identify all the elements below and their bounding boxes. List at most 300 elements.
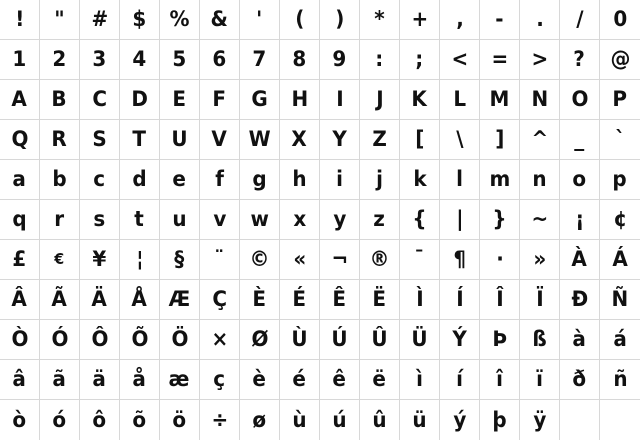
glyph-cell[interactable] (440, 40, 480, 80)
glyph-character: i (336, 167, 343, 191)
glyph-character: ¦ (135, 247, 144, 271)
glyph-cell[interactable] (400, 240, 440, 280)
glyph-character: < (451, 47, 468, 71)
glyph-cell[interactable] (560, 40, 600, 80)
glyph-cell[interactable] (440, 280, 480, 320)
glyph-character: g (252, 167, 267, 191)
glyph-cell[interactable] (200, 80, 240, 120)
glyph-cell[interactable] (160, 400, 200, 440)
glyph-character: É (292, 287, 307, 311)
glyph-cell[interactable] (120, 0, 160, 40)
glyph-character: O (571, 87, 588, 111)
glyph-cell[interactable] (440, 160, 480, 200)
glyph-cell[interactable] (520, 320, 560, 360)
glyph-cell[interactable] (200, 360, 240, 400)
glyph-cell[interactable] (120, 40, 160, 80)
glyph-cell[interactable] (0, 80, 40, 120)
glyph-character: ¨ (214, 247, 225, 271)
glyph-cell[interactable] (40, 160, 80, 200)
glyph-character: å (132, 367, 147, 391)
glyph-character: 1 (12, 47, 27, 71)
glyph-character: = (491, 47, 508, 71)
glyph-character: p (612, 167, 628, 191)
glyph-character: [ (414, 127, 425, 151)
glyph-cell[interactable] (600, 360, 640, 400)
glyph-cell[interactable] (120, 120, 160, 160)
glyph-cell[interactable] (240, 0, 280, 40)
glyph-cell[interactable] (440, 200, 480, 240)
glyph-cell[interactable] (400, 120, 440, 160)
glyph-character: z (373, 207, 386, 231)
glyph-character: Õ (131, 327, 148, 351)
glyph-character: · (495, 247, 504, 271)
glyph-cell[interactable] (40, 200, 80, 240)
glyph-cell[interactable] (0, 360, 40, 400)
glyph-character: ? (573, 47, 586, 71)
glyph-character: & (210, 7, 229, 31)
glyph-cell[interactable] (80, 120, 120, 160)
glyph-character: ñ (612, 367, 628, 391)
glyph-cell[interactable] (440, 120, 480, 160)
glyph-character: Ô (91, 327, 108, 351)
glyph-character: h (292, 167, 307, 191)
glyph-cell[interactable] (80, 320, 120, 360)
glyph-cell[interactable] (320, 400, 360, 440)
glyph-character: Ê (332, 287, 347, 311)
glyph-character: ( (294, 7, 305, 31)
glyph-character: } (492, 207, 507, 231)
glyph-character: R (51, 127, 68, 151)
glyph-character: e (172, 167, 187, 191)
glyph-character: ) (334, 7, 345, 31)
glyph-cell[interactable] (600, 280, 640, 320)
glyph-cell[interactable] (200, 120, 240, 160)
glyph-cell[interactable] (280, 280, 320, 320)
glyph-cell[interactable] (160, 320, 200, 360)
glyph-cell[interactable] (600, 120, 640, 160)
glyph-cell[interactable] (480, 240, 520, 280)
glyph-cell[interactable] (200, 320, 240, 360)
glyph-character: ¡ (574, 207, 585, 231)
glyph-cell[interactable] (80, 80, 120, 120)
glyph-cell[interactable] (0, 0, 40, 40)
glyph-character: o (572, 167, 587, 191)
glyph-cell[interactable] (40, 80, 80, 120)
glyph-cell[interactable] (40, 360, 80, 400)
glyph-cell[interactable] (320, 200, 360, 240)
glyph-character: l (456, 167, 463, 191)
glyph-character: ~ (531, 207, 548, 231)
glyph-character: S (92, 127, 107, 151)
glyph-cell[interactable] (0, 120, 40, 160)
glyph-cell[interactable] (240, 80, 280, 120)
glyph-cell[interactable] (240, 240, 280, 280)
glyph-cell[interactable] (400, 360, 440, 400)
glyph-cell[interactable] (280, 40, 320, 80)
glyph-character: V (211, 127, 228, 151)
glyph-cell[interactable] (360, 80, 400, 120)
glyph-character: õ (132, 407, 147, 432)
glyph-cell[interactable] (0, 400, 40, 440)
glyph-cell[interactable] (80, 400, 120, 440)
glyph-cell[interactable] (120, 200, 160, 240)
glyph-cell[interactable] (240, 400, 280, 440)
glyph-cell[interactable] (360, 40, 400, 80)
glyph-cell[interactable] (520, 400, 560, 440)
glyph-character: f (215, 167, 224, 191)
glyph-cell[interactable] (480, 280, 520, 320)
glyph-character: ! (14, 7, 25, 31)
glyph-character: q (12, 207, 27, 231)
glyph-cell[interactable] (80, 0, 120, 40)
glyph-cell[interactable] (280, 80, 320, 120)
glyph-cell[interactable] (320, 320, 360, 360)
glyph-character: Ï (535, 287, 544, 311)
glyph-character: Ñ (611, 287, 629, 311)
glyph-character: x (293, 207, 306, 231)
glyph-character: í (456, 367, 463, 391)
glyph-cell[interactable] (400, 400, 440, 440)
glyph-character: U (171, 127, 188, 151)
glyph-cell[interactable] (480, 80, 520, 120)
glyph-cell[interactable] (120, 80, 160, 120)
glyph-character: Û (371, 327, 388, 351)
glyph-cell[interactable] (360, 360, 400, 400)
glyph-cell[interactable] (360, 200, 400, 240)
glyph-cell[interactable] (520, 280, 560, 320)
glyph-cell[interactable] (120, 160, 160, 200)
glyph-cell[interactable] (80, 40, 120, 80)
glyph-cell[interactable] (120, 360, 160, 400)
glyph-character: ¶ (453, 247, 466, 271)
glyph-cell[interactable] (360, 120, 400, 160)
glyph-cell[interactable] (600, 0, 640, 40)
glyph-character: á (613, 327, 627, 351)
glyph-character: Ã (51, 287, 68, 311)
glyph-cell[interactable] (360, 280, 400, 320)
glyph-character: 8 (292, 47, 307, 71)
glyph-cell[interactable] (400, 80, 440, 120)
glyph-character: Ó (51, 327, 68, 351)
glyph-character: ù (292, 407, 307, 432)
glyph-character: 2 (52, 47, 67, 71)
glyph-character: C (92, 87, 107, 111)
glyph-character: Ý (452, 327, 467, 351)
glyph-character: Ú (331, 327, 348, 351)
glyph-cell[interactable] (360, 320, 400, 360)
glyph-cell[interactable] (160, 40, 200, 80)
glyph-character: Ö (171, 327, 188, 351)
glyph-cell[interactable] (440, 0, 480, 40)
glyph-cell[interactable] (520, 120, 560, 160)
glyph-character: à (572, 327, 587, 351)
glyph-cell[interactable] (40, 0, 80, 40)
glyph-character: è (252, 367, 267, 391)
glyph-character: â (12, 367, 27, 391)
glyph-cell[interactable] (560, 280, 600, 320)
glyph-cell[interactable] (360, 0, 400, 40)
glyph-cell[interactable] (40, 400, 80, 440)
glyph-cell[interactable] (160, 80, 200, 120)
glyph-cell[interactable] (280, 200, 320, 240)
glyph-cell[interactable] (280, 120, 320, 160)
glyph-cell[interactable] (480, 360, 520, 400)
glyph-character: | (455, 207, 464, 231)
glyph-character: ô (92, 407, 107, 432)
glyph-character: ý (452, 407, 467, 432)
glyph-cell[interactable] (520, 40, 560, 80)
glyph-character: Á (612, 247, 628, 271)
glyph-cell[interactable] (560, 200, 600, 240)
glyph-character: , (455, 7, 464, 31)
glyph-cell[interactable] (600, 400, 640, 440)
glyph-character: E (172, 87, 187, 111)
glyph-cell[interactable] (480, 120, 520, 160)
glyph-character: ä (92, 367, 107, 391)
glyph-cell[interactable] (0, 40, 40, 80)
glyph-cell[interactable] (0, 240, 40, 280)
glyph-cell[interactable] (200, 280, 240, 320)
glyph-character: Í (455, 287, 464, 311)
glyph-character: Ì (415, 287, 424, 311)
glyph-cell[interactable] (80, 240, 120, 280)
glyph-cell[interactable] (120, 400, 160, 440)
glyph-character: v (212, 207, 227, 231)
glyph-character: Æ (168, 287, 191, 311)
glyph-character: ; (415, 47, 424, 71)
glyph-character: s (93, 207, 106, 231)
glyph-cell[interactable] (440, 320, 480, 360)
glyph-character: c (93, 167, 106, 191)
glyph-character: J (375, 87, 384, 111)
glyph-character: T (132, 127, 147, 151)
glyph-cell[interactable] (480, 40, 520, 80)
glyph-cell[interactable] (160, 360, 200, 400)
glyph-character: @ (610, 47, 630, 71)
glyph-cell[interactable] (200, 0, 240, 40)
glyph-cell[interactable] (160, 0, 200, 40)
glyph-cell[interactable] (520, 80, 560, 120)
glyph-cell[interactable] (280, 400, 320, 440)
glyph-cell[interactable] (0, 280, 40, 320)
glyph-cell[interactable] (240, 320, 280, 360)
glyph-character: ¥ (92, 247, 107, 271)
glyph-character: ç (213, 367, 226, 391)
glyph-character: F (212, 87, 227, 111)
glyph-cell[interactable] (520, 360, 560, 400)
glyph-cell[interactable] (280, 320, 320, 360)
glyph-character: # (91, 7, 108, 31)
glyph-character: $ (132, 7, 147, 31)
glyph-cell[interactable] (600, 240, 640, 280)
glyph-cell[interactable] (600, 160, 640, 200)
glyph-character: { (412, 207, 427, 231)
glyph-cell[interactable] (0, 200, 40, 240)
glyph-cell[interactable] (480, 320, 520, 360)
glyph-cell[interactable] (160, 240, 200, 280)
glyph-cell[interactable] (440, 400, 480, 440)
glyph-cell[interactable] (360, 240, 400, 280)
glyph-character: ã (52, 367, 67, 391)
glyph-character: Ë (372, 287, 387, 311)
glyph-character: Þ (492, 327, 507, 351)
glyph-cell[interactable] (520, 0, 560, 40)
glyph-cell[interactable] (400, 0, 440, 40)
glyph-character: M (489, 87, 510, 111)
glyph-character: H (291, 87, 308, 111)
glyph-cell[interactable] (320, 360, 360, 400)
glyph-character: u (172, 207, 187, 231)
glyph-cell[interactable] (520, 160, 560, 200)
glyph-character: > (531, 47, 548, 71)
glyph-character: Ä (91, 287, 108, 311)
glyph-character: + (411, 7, 428, 31)
glyph-character: ï (536, 367, 543, 391)
glyph-character: ¯ (414, 247, 425, 271)
glyph-character: ß (532, 327, 547, 351)
glyph-character: . (535, 7, 544, 31)
glyph-character: r (54, 207, 65, 231)
glyph-cell[interactable] (80, 160, 120, 200)
glyph-cell[interactable] (440, 360, 480, 400)
glyph-cell[interactable] (280, 360, 320, 400)
glyph-cell[interactable] (440, 80, 480, 120)
glyph-cell[interactable] (320, 0, 360, 40)
glyph-cell[interactable] (200, 200, 240, 240)
glyph-cell[interactable] (320, 80, 360, 120)
glyph-character: ^ (531, 127, 548, 151)
glyph-cell[interactable] (280, 240, 320, 280)
glyph-character: w (250, 207, 269, 231)
glyph-character: Ç (212, 287, 227, 311)
glyph-character: \ (455, 127, 464, 151)
glyph-character: ë (372, 367, 387, 391)
glyph-cell[interactable] (560, 240, 600, 280)
glyph-cell[interactable] (40, 280, 80, 320)
glyph-cell[interactable] (600, 200, 640, 240)
glyph-cell[interactable] (120, 240, 160, 280)
glyph-cell[interactable] (560, 360, 600, 400)
glyph-cell[interactable] (160, 160, 200, 200)
glyph-character: È (252, 287, 267, 311)
glyph-cell[interactable] (400, 200, 440, 240)
glyph-cell[interactable] (320, 240, 360, 280)
glyph-cell[interactable] (480, 400, 520, 440)
glyph-character: L (453, 87, 466, 111)
glyph-character: B (51, 87, 68, 111)
glyph-cell[interactable] (240, 360, 280, 400)
glyph-cell[interactable] (560, 80, 600, 120)
glyph-cell[interactable] (280, 0, 320, 40)
glyph-cell[interactable] (480, 200, 520, 240)
glyph-cell[interactable] (40, 40, 80, 80)
glyph-cell[interactable] (200, 40, 240, 80)
glyph-cell[interactable] (600, 80, 640, 120)
glyph-character: Ø (251, 327, 268, 351)
glyph-cell[interactable] (0, 160, 40, 200)
glyph-character: × (211, 327, 228, 351)
glyph-character: a (12, 167, 27, 191)
glyph-character: î (496, 367, 503, 391)
glyph-character: Â (11, 287, 28, 311)
glyph-cell[interactable] (40, 240, 80, 280)
glyph-cell[interactable] (240, 160, 280, 200)
glyph-cell[interactable] (80, 280, 120, 320)
glyph-character: " (54, 7, 65, 31)
glyph-character: P (612, 87, 628, 111)
glyph-cell[interactable] (280, 160, 320, 200)
glyph-cell[interactable] (40, 120, 80, 160)
glyph-cell[interactable] (480, 0, 520, 40)
glyph-cell[interactable] (200, 240, 240, 280)
glyph-cell[interactable] (560, 400, 600, 440)
glyph-character: é (292, 367, 307, 391)
glyph-cell[interactable] (240, 280, 280, 320)
glyph-cell[interactable] (120, 320, 160, 360)
glyph-character: / (575, 7, 584, 31)
glyph-character: ® (369, 247, 390, 271)
glyph-cell[interactable] (40, 320, 80, 360)
glyph-cell[interactable] (320, 280, 360, 320)
glyph-cell[interactable] (520, 240, 560, 280)
glyph-character: _ (574, 127, 585, 151)
glyph-cell[interactable] (600, 40, 640, 80)
glyph-cell[interactable] (400, 320, 440, 360)
glyph-cell[interactable] (160, 120, 200, 160)
glyph-character: % (169, 7, 190, 31)
glyph-character: û (372, 407, 387, 432)
glyph-cell[interactable] (240, 120, 280, 160)
glyph-character: 0 (613, 7, 627, 31)
glyph-character: k (412, 167, 427, 191)
glyph-cell[interactable] (560, 320, 600, 360)
glyph-cell[interactable] (440, 240, 480, 280)
glyph-character: W (248, 127, 271, 151)
glyph-cell[interactable] (160, 200, 200, 240)
glyph-cell[interactable] (160, 280, 200, 320)
glyph-cell[interactable] (400, 160, 440, 200)
glyph-cell[interactable] (600, 320, 640, 360)
glyph-cell[interactable] (480, 160, 520, 200)
glyph-cell[interactable] (520, 200, 560, 240)
glyph-cell[interactable] (320, 160, 360, 200)
glyph-cell[interactable] (120, 280, 160, 320)
glyph-cell[interactable] (360, 160, 400, 200)
glyph-cell[interactable] (80, 200, 120, 240)
glyph-character: - (495, 7, 504, 31)
glyph-character: G (251, 87, 268, 111)
glyph-cell[interactable] (80, 360, 120, 400)
glyph-cell[interactable] (200, 160, 240, 200)
glyph-character: Y (332, 127, 347, 151)
glyph-cell[interactable] (560, 0, 600, 40)
glyph-cell[interactable] (560, 120, 600, 160)
glyph-cell[interactable] (400, 40, 440, 80)
glyph-character: £ (12, 247, 27, 271)
glyph-cell[interactable] (320, 40, 360, 80)
glyph-cell[interactable] (560, 160, 600, 200)
glyph-character: Î (495, 287, 504, 311)
glyph-cell[interactable] (0, 320, 40, 360)
glyph-cell[interactable] (400, 280, 440, 320)
glyph-cell[interactable] (200, 400, 240, 440)
glyph-cell[interactable] (240, 200, 280, 240)
glyph-cell[interactable] (320, 120, 360, 160)
glyph-character: 3 (92, 47, 107, 71)
glyph-cell[interactable] (360, 400, 400, 440)
glyph-character: y (332, 207, 347, 231)
glyph-cell[interactable] (240, 40, 280, 80)
